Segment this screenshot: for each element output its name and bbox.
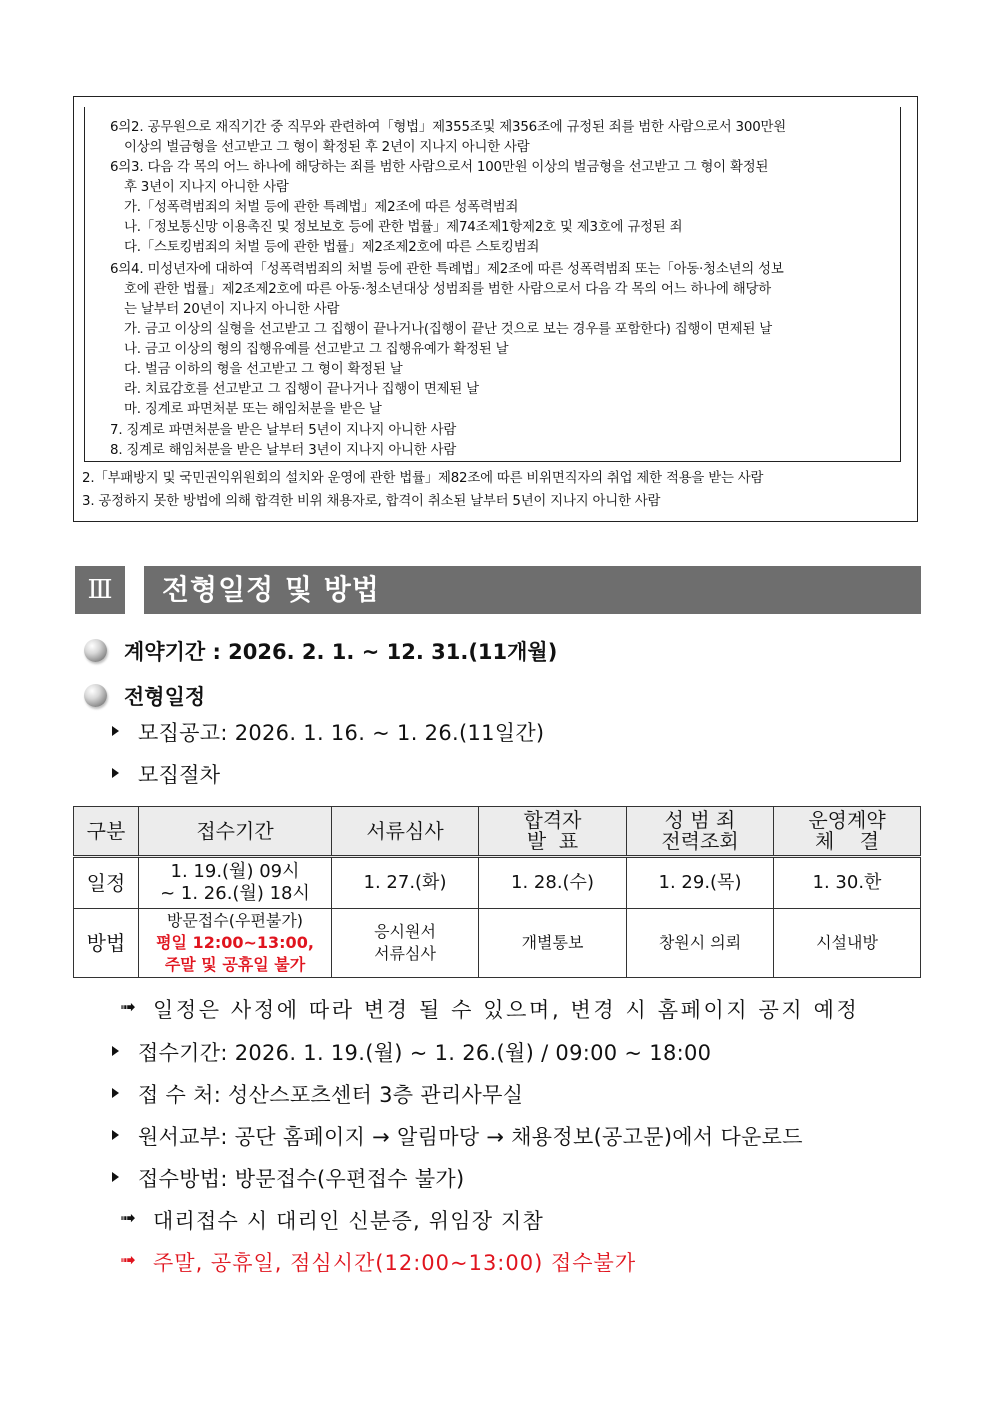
- triangle-bullet-icon: [112, 1046, 119, 1056]
- section-title: 전형일정 및 방법: [144, 566, 921, 614]
- cell-announce: 1. 28.(수): [479, 857, 627, 909]
- cell-doc: 응시원서 서류심사: [332, 909, 479, 978]
- triangle-bullet-icon: [112, 1130, 119, 1140]
- box-line: 가. 금고 이상의 실형을 선고받고 그 집행이 끝나거나(집행이 끝난 것으로 보는 경우를 포함한다) 집행이 면제된 날: [124, 322, 773, 337]
- ball-bullet-icon: [84, 639, 107, 662]
- box-line: 후 3년이 지나지 아니한 사람: [124, 180, 289, 195]
- row-label: 방법: [74, 909, 139, 978]
- box-outer-line: 3. 공정하지 못한 방법에 의해 합격한 비위 채용자로, 합격이 취소된 날부터 5년이 지나지 아니한 사람: [82, 494, 661, 509]
- closed-hours-note: 주말, 공휴일, 점심시간(12:00~13:00) 접수불가: [153, 1251, 637, 1275]
- proxy-note: 대리접수 시 대리인 신분증, 위임장 지참: [153, 1209, 545, 1233]
- cell-check: 1. 29.(목): [627, 857, 774, 909]
- box-line: 호에 관한 법률」제2조제2호에 따른 아동·청소년대상 성범죄를 범한 사람으로서 다음 각 목의 어느 하나에 해당하: [124, 282, 771, 297]
- section-number: Ⅲ: [75, 566, 125, 614]
- recruit-procedure-item: 모집절차: [138, 763, 221, 787]
- arrow-icon: ➟: [120, 1249, 136, 1271]
- triangle-bullet-icon: [112, 1088, 119, 1098]
- header-announcement: 합격자 발 표: [479, 807, 627, 857]
- cell-method: 방문접수(우편불가) 평일 12:00~13:00, 주말 및 공휴일 불가: [139, 909, 332, 978]
- box-outer-line: 2.「부패방지 및 국민권익위원회의 설치와 운영에 관한 법률」제82조에 따른 비위면직자의 취업 제한 적용을 받는 사람: [82, 471, 764, 486]
- box-line: 나. 금고 이상의 형의 집행유예를 선고받고 그 집행유예가 확정된 날: [124, 342, 509, 357]
- header-period: 접수기간: [139, 807, 332, 857]
- box-line: 8. 징계로 해임처분을 받은 날부터 3년이 지나지 아니한 사람: [110, 443, 457, 458]
- schedule-table: [73, 806, 921, 978]
- box-line: 는 날부터 20년이 지나지 아니한 사람: [124, 302, 340, 317]
- box-line: 7. 징계로 파면처분을 받은 날부터 5년이 지나지 아니한 사람: [110, 423, 457, 438]
- triangle-bullet-icon: [112, 726, 119, 736]
- header-crime-check: 성 범 죄 전력조회: [627, 807, 774, 857]
- cell-contract: 시설내방: [774, 909, 921, 978]
- cell-announce: 개별통보: [479, 909, 627, 978]
- application-period-item: 접수기간: 2026. 1. 19.(월) ~ 1. 26.(월) / 09:00 ~ 18:00: [138, 1041, 712, 1065]
- box-line: 6의3. 다음 각 목의 어느 하나에 해당하는 죄를 범한 사람으로서 100만원 이상의 벌금형을 선고받고 그 형이 확정된: [110, 160, 769, 175]
- box-line: 이상의 벌금형을 선고받고 그 형이 확정된 후 2년이 지나지 아니한 사람: [124, 140, 530, 155]
- application-method-item: 접수방법: 방문접수(우편접수 불가): [138, 1167, 465, 1191]
- ball-bullet-icon: [84, 684, 107, 707]
- cell-period: 1. 19.(월) 09시 ~ 1. 26.(월) 18시: [139, 857, 332, 909]
- application-place-item: 접 수 처: 성산스포츠센터 3층 관리사무실: [138, 1083, 524, 1107]
- cell-doc: 1. 27.(화): [332, 857, 479, 909]
- box-line: 6의4. 미성년자에 대하여「성폭력범죄의 처벌 등에 관한 특례법」제2조에 따른 성폭력범죄 또는「아동·청소년의 성보: [110, 262, 784, 277]
- recruit-notice-item: 모집공고: 2026. 1. 16. ~ 1. 26.(11일간): [138, 721, 545, 745]
- contract-period: 계약기간 : 2026. 2. 1. ~ 12. 31.(11개월): [124, 640, 558, 664]
- cell-check: 창원시 의뢰: [627, 909, 774, 978]
- box-line: 다. 벌금 이하의 형을 선고받고 그 형이 확정된 날: [124, 362, 403, 377]
- arrow-icon: ➟: [120, 996, 136, 1018]
- box-line: 라. 치료감호를 선고받고 그 집행이 끝나거나 집행이 면제된 날: [124, 382, 479, 397]
- cell-contract: 1. 30.한: [774, 857, 921, 909]
- triangle-bullet-icon: [112, 768, 119, 778]
- triangle-bullet-icon: [112, 1172, 119, 1182]
- schedule-change-note: 일정은 사정에 따라 변경 될 수 있으며, 변경 시 홈페이지 공지 예정: [153, 998, 860, 1022]
- form-download-item: 원서교부: 공단 홈페이지 → 알림마당 → 채용정보(공고문)에서 다운로드: [138, 1125, 803, 1149]
- arrow-icon: ➟: [120, 1207, 136, 1229]
- table-row: [74, 857, 921, 909]
- eligibility-box: [73, 96, 918, 522]
- header-doc-review: 서류심사: [332, 807, 479, 857]
- box-line: 다.「스토킹범죄의 처벌 등에 관한 법률」제2조제2호에 따른 스토킹범죄: [124, 240, 540, 255]
- row-label: 일정: [74, 857, 139, 909]
- table-row: [74, 909, 921, 978]
- box-line: 6의2. 공무원으로 재직기간 중 직무와 관련하여「형법」제355조및 제356조에 규정된 죄를 범한 사람으로서 300만원: [110, 120, 786, 135]
- table-header-row: [74, 807, 921, 857]
- header-category: 구분: [74, 807, 139, 857]
- box-line: 마. 징계로 파면처분 또는 해임처분을 받은 날: [124, 402, 382, 417]
- box-line: 가.「성폭력범죄의 처벌 등에 관한 특례법」제2조에 따른 성폭력범죄: [124, 200, 519, 215]
- header-contract: 운영계약 체 결: [774, 807, 921, 857]
- box-line: 나.「정보통신망 이용촉진 및 정보보호 등에 관한 법률」제74조제1항제2호 및 제3호에 규정된 죄: [124, 220, 683, 235]
- schedule-heading: 전형일정: [124, 685, 206, 709]
